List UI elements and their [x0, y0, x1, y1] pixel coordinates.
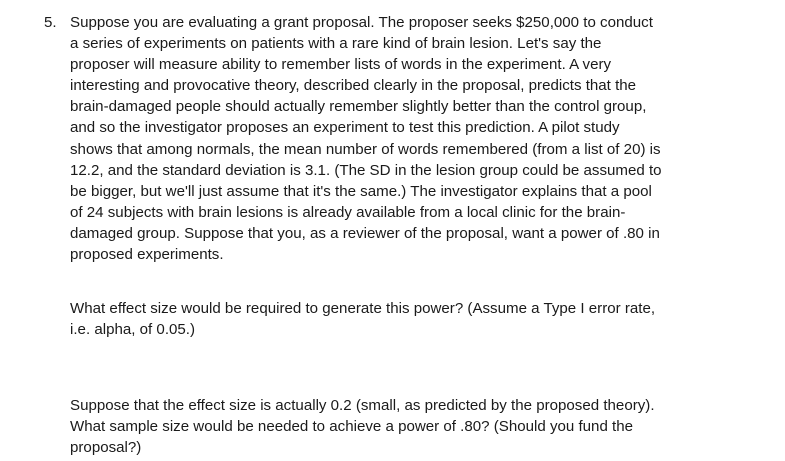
text-line: proposal?): [70, 439, 142, 457]
question-scenario-paragraph: [70, 12, 662, 265]
text-line: What sample size would be needed to achieve a power of .80? (Should you fund the: [70, 418, 634, 436]
text-line: Suppose you are evaluating a grant proposal. The proposer seeks $250,000 to conduct: [70, 14, 653, 31]
text-line: interesting and provocative theory, described clearly in the proposal, predicts that the: [70, 77, 637, 95]
text-line: a series of experiments on patients with a rare kind of brain lesion. Let's say the: [70, 35, 602, 53]
sample-size-question-paragraph: [70, 395, 655, 458]
text-line: shows that among normals, the mean number of words remembered (from a list of 20) is: [70, 140, 661, 158]
text-line: and so the investigator proposes an experiment to test this prediction. A pilot study: [70, 119, 620, 137]
text-line: of 24 subjects with brain lesions is already available from a local clinic for the brain-: [70, 203, 626, 221]
text-line: proposed experiments.: [70, 246, 224, 264]
text-line: Suppose that the effect size is actually 0.2 (small, as predicted by the proposed theory).: [70, 397, 655, 414]
effect-size-question-paragraph: [70, 298, 655, 340]
text-line: brain-damaged people should actually remember slightly better than the control group,: [70, 98, 647, 116]
text-line: 12.2, and the standard deviation is 3.1. (The SD in the lesion group could be assumed to: [70, 161, 662, 179]
text-line: proposer will measure ability to remember lists of words in the experiment. A very: [70, 56, 612, 74]
text-line: What effect size would be required to generate this power? (Assume a Type I error rate,: [70, 300, 656, 317]
text-line: damaged group. Suppose that you, as a reviewer of the proposal, want a power of .80 in: [70, 224, 660, 242]
text-line: i.e. alpha, of 0.05.): [70, 321, 196, 339]
text-line: be bigger, but we'll just assume that it's the same.) The investigator explains that a pool: [70, 182, 652, 200]
question-number: 5.: [44, 14, 57, 31]
